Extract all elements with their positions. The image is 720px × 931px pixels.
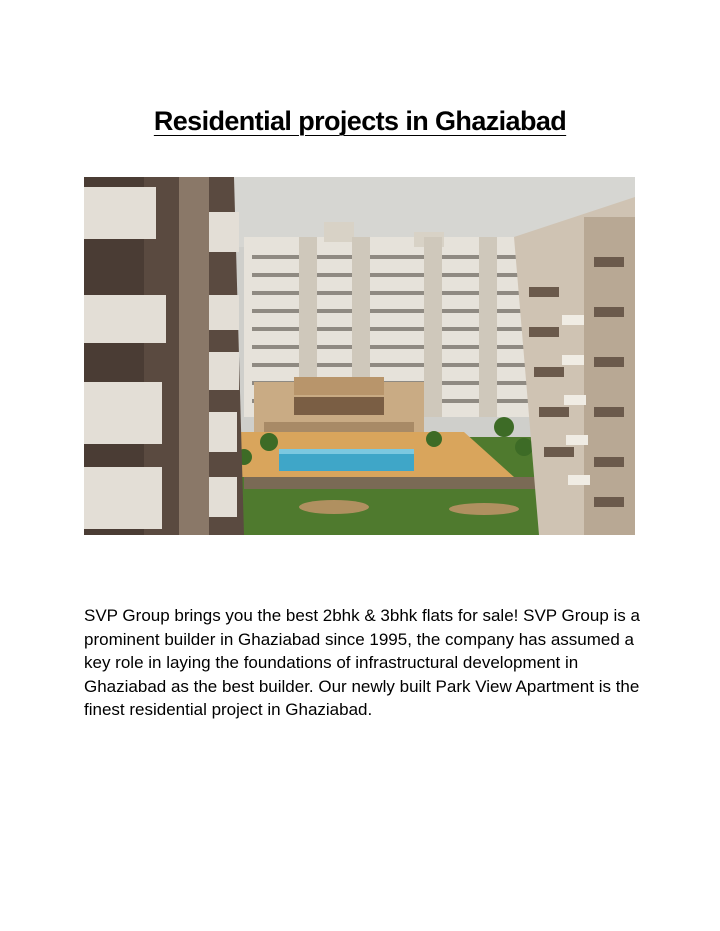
page-title: Residential projects in Ghaziabad [153, 106, 567, 137]
description-paragraph: SVP Group brings you the best 2bhk & 3bhk flats for sale! SVP Group is a prominent builder in Ghaziabad since 1995, the company has assumed a key role in laying the foundations of infrastructural development in Ghaziabad as the best builder. Our newly built Park View Apartment is the finest residential project in Ghaziabad. [84, 606, 640, 719]
left-near-building [84, 177, 244, 535]
apartment-complex-photo [84, 177, 635, 535]
